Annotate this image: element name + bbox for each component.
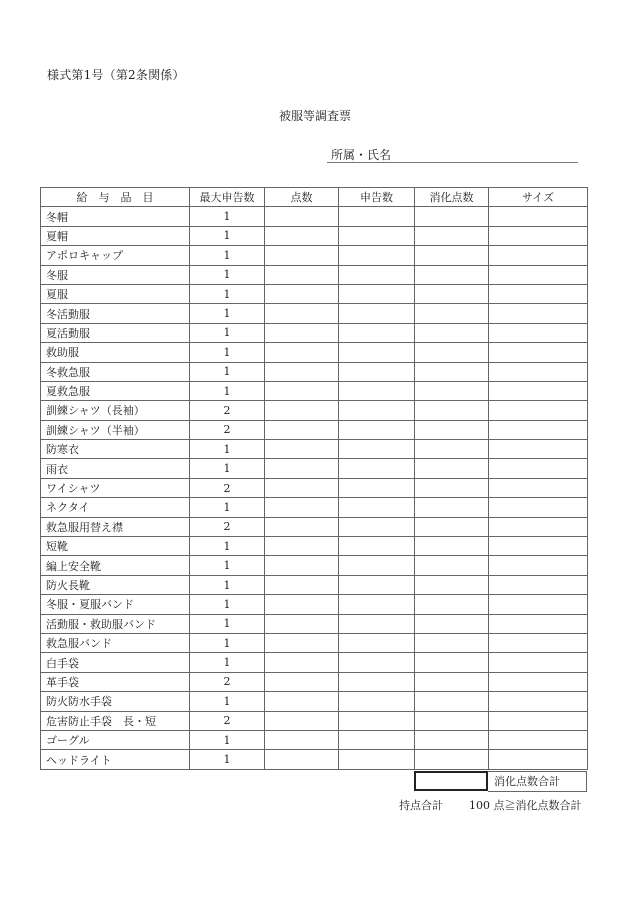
table-row bbox=[41, 362, 588, 381]
declared-count-cell[interactable] bbox=[339, 692, 415, 711]
item-cell: 雨衣 bbox=[41, 459, 190, 478]
declared-count-cell[interactable] bbox=[339, 498, 415, 517]
size-cell[interactable] bbox=[489, 323, 588, 342]
item-cell: 冬活動服 bbox=[41, 304, 190, 323]
max-count-cell: 2 bbox=[190, 478, 265, 497]
item-cell: ネクタイ bbox=[41, 498, 190, 517]
consumed-points-cell[interactable] bbox=[415, 595, 489, 614]
points-cell[interactable] bbox=[265, 207, 339, 226]
consumed-points-cell[interactable] bbox=[415, 343, 489, 362]
consumed-points-cell[interactable] bbox=[415, 420, 489, 439]
max-count-cell: 1 bbox=[190, 730, 265, 749]
table-row bbox=[41, 401, 588, 420]
consumed-points-cell[interactable] bbox=[415, 381, 489, 400]
points-cell[interactable] bbox=[265, 556, 339, 575]
declared-count-cell[interactable] bbox=[339, 575, 415, 594]
consumed-points-cell[interactable] bbox=[415, 672, 489, 691]
size-cell[interactable] bbox=[489, 750, 588, 769]
size-cell[interactable] bbox=[489, 692, 588, 711]
item-cell: ヘッドライト bbox=[41, 750, 190, 769]
table-row bbox=[41, 537, 588, 556]
table-row bbox=[41, 420, 588, 439]
size-cell[interactable] bbox=[489, 614, 588, 633]
max-count-cell: 1 bbox=[190, 304, 265, 323]
table-row bbox=[41, 517, 588, 536]
table-row bbox=[41, 284, 588, 303]
points-cell[interactable] bbox=[265, 459, 339, 478]
consumed-points-total-label: 消化点数合計 bbox=[488, 771, 587, 792]
max-count-cell: 1 bbox=[190, 265, 265, 284]
affiliation-name-label: 所属・氏名 bbox=[331, 148, 392, 162]
table-row bbox=[41, 304, 588, 323]
item-cell: ワイシャツ bbox=[41, 478, 190, 497]
consumed-points-cell[interactable] bbox=[415, 692, 489, 711]
declared-count-cell[interactable] bbox=[339, 653, 415, 672]
size-cell[interactable] bbox=[489, 595, 588, 614]
points-cell[interactable] bbox=[265, 537, 339, 556]
points-cell[interactable] bbox=[265, 381, 339, 400]
declared-count-cell[interactable] bbox=[339, 420, 415, 439]
declared-count-cell[interactable] bbox=[339, 595, 415, 614]
item-cell: 夏服 bbox=[41, 284, 190, 303]
max-count-cell: 1 bbox=[190, 246, 265, 265]
max-count-cell: 1 bbox=[190, 595, 265, 614]
consumed-points-cell[interactable] bbox=[415, 575, 489, 594]
consumed-points-cell[interactable] bbox=[415, 498, 489, 517]
declared-count-cell[interactable] bbox=[339, 556, 415, 575]
points-cell[interactable] bbox=[265, 401, 339, 420]
table-row bbox=[41, 672, 588, 691]
points-cell[interactable] bbox=[265, 498, 339, 517]
item-cell: ゴーグル bbox=[41, 730, 190, 749]
points-cell[interactable] bbox=[265, 633, 339, 652]
consumed-points-cell[interactable] bbox=[415, 362, 489, 381]
declared-count-cell[interactable] bbox=[339, 633, 415, 652]
consumed-points-cell[interactable] bbox=[415, 537, 489, 556]
max-count-cell: 2 bbox=[190, 401, 265, 420]
consumed-points-cell[interactable] bbox=[415, 207, 489, 226]
table-row bbox=[41, 226, 588, 245]
size-cell[interactable] bbox=[489, 653, 588, 672]
size-cell[interactable] bbox=[489, 537, 588, 556]
declared-count-cell[interactable] bbox=[339, 730, 415, 749]
max-count-cell: 1 bbox=[190, 343, 265, 362]
size-cell[interactable] bbox=[489, 265, 588, 284]
max-count-cell: 1 bbox=[190, 556, 265, 575]
consumed-points-cell[interactable] bbox=[415, 440, 489, 459]
item-cell: 冬服・夏服バンド bbox=[41, 595, 190, 614]
size-cell[interactable] bbox=[489, 517, 588, 536]
declared-count-cell[interactable] bbox=[339, 478, 415, 497]
table-row bbox=[41, 381, 588, 400]
points-cell[interactable] bbox=[265, 711, 339, 730]
table-row bbox=[41, 478, 588, 497]
max-count-cell: 2 bbox=[190, 420, 265, 439]
consumed-points-cell[interactable] bbox=[415, 284, 489, 303]
size-cell[interactable] bbox=[489, 633, 588, 652]
table-row bbox=[41, 459, 588, 478]
declared-count-cell[interactable] bbox=[339, 343, 415, 362]
size-cell[interactable] bbox=[489, 226, 588, 245]
item-cell: 活動服・救助服バンド bbox=[41, 614, 190, 633]
points-cell[interactable] bbox=[265, 692, 339, 711]
size-cell[interactable] bbox=[489, 672, 588, 691]
table-row bbox=[41, 692, 588, 711]
table-row bbox=[41, 323, 588, 342]
size-cell[interactable] bbox=[489, 478, 588, 497]
declared-count-cell[interactable] bbox=[339, 304, 415, 323]
consumed-points-cell[interactable] bbox=[415, 614, 489, 633]
consumed-points-cell[interactable] bbox=[415, 459, 489, 478]
points-cell[interactable] bbox=[265, 265, 339, 284]
consumed-points-cell[interactable] bbox=[415, 653, 489, 672]
points-cell[interactable] bbox=[265, 575, 339, 594]
max-count-cell: 1 bbox=[190, 692, 265, 711]
consumed-points-cell[interactable] bbox=[415, 246, 489, 265]
points-rule: 100 点≧消化点数合計 bbox=[469, 799, 582, 812]
declared-count-cell[interactable] bbox=[339, 517, 415, 536]
item-cell: 冬帽 bbox=[41, 207, 190, 226]
item-cell: 夏活動服 bbox=[41, 323, 190, 342]
points-cell[interactable] bbox=[265, 595, 339, 614]
size-cell[interactable] bbox=[489, 207, 588, 226]
table-row bbox=[41, 653, 588, 672]
consumed-points-cell[interactable] bbox=[415, 265, 489, 284]
size-cell[interactable] bbox=[489, 575, 588, 594]
points-cell[interactable] bbox=[265, 517, 339, 536]
table-row bbox=[41, 633, 588, 652]
consumed-points-cell[interactable] bbox=[415, 556, 489, 575]
consumed-points-cell[interactable] bbox=[415, 226, 489, 245]
max-count-cell: 2 bbox=[190, 672, 265, 691]
item-cell: 救急服用替え襟 bbox=[41, 517, 190, 536]
size-cell[interactable] bbox=[489, 730, 588, 749]
item-cell: 夏救急服 bbox=[41, 381, 190, 400]
declared-count-cell[interactable] bbox=[339, 323, 415, 342]
max-count-cell: 1 bbox=[190, 362, 265, 381]
document-title: 被服等調査票 bbox=[278, 109, 351, 123]
declared-count-cell[interactable] bbox=[339, 440, 415, 459]
table-row bbox=[41, 730, 588, 749]
table-row bbox=[41, 750, 588, 769]
points-cell[interactable] bbox=[265, 343, 339, 362]
size-cell[interactable] bbox=[489, 343, 588, 362]
item-cell: 防寒衣 bbox=[41, 440, 190, 459]
header-consumed-points: 消化点数 bbox=[415, 188, 489, 207]
points-cell[interactable] bbox=[265, 323, 339, 342]
header-max-count: 最大申告数 bbox=[190, 188, 265, 207]
declared-count-cell[interactable] bbox=[339, 750, 415, 769]
max-count-cell: 1 bbox=[190, 614, 265, 633]
item-cell: 白手袋 bbox=[41, 653, 190, 672]
declared-count-cell[interactable] bbox=[339, 226, 415, 245]
item-cell: 短靴 bbox=[41, 537, 190, 556]
size-cell[interactable] bbox=[489, 440, 588, 459]
max-count-cell: 1 bbox=[190, 381, 265, 400]
points-cell[interactable] bbox=[265, 284, 339, 303]
item-cell: 訓練シャツ（半袖） bbox=[41, 420, 190, 439]
item-cell: 編上安全靴 bbox=[41, 556, 190, 575]
points-cell[interactable] bbox=[265, 362, 339, 381]
item-cell: 革手袋 bbox=[41, 672, 190, 691]
consumed-points-cell[interactable] bbox=[415, 750, 489, 769]
table-row bbox=[41, 207, 588, 226]
max-count-cell: 2 bbox=[190, 517, 265, 536]
item-cell: 防火防水手袋 bbox=[41, 692, 190, 711]
header-declared-count: 申告数 bbox=[339, 188, 415, 207]
declared-count-cell[interactable] bbox=[339, 246, 415, 265]
clothing-survey-table bbox=[40, 187, 588, 770]
size-cell[interactable] bbox=[489, 459, 588, 478]
max-count-cell: 1 bbox=[190, 323, 265, 342]
item-cell: 救急服バンド bbox=[41, 633, 190, 652]
table-row bbox=[41, 440, 588, 459]
declared-count-cell[interactable] bbox=[339, 284, 415, 303]
declared-count-cell[interactable] bbox=[339, 711, 415, 730]
size-cell[interactable] bbox=[489, 246, 588, 265]
max-count-cell: 1 bbox=[190, 459, 265, 478]
declared-count-cell[interactable] bbox=[339, 381, 415, 400]
size-cell[interactable] bbox=[489, 420, 588, 439]
size-cell[interactable] bbox=[489, 381, 588, 400]
points-cell[interactable] bbox=[265, 440, 339, 459]
item-cell: 防火長靴 bbox=[41, 575, 190, 594]
max-count-cell: 1 bbox=[190, 653, 265, 672]
points-cell[interactable] bbox=[265, 750, 339, 769]
points-cell[interactable] bbox=[265, 672, 339, 691]
consumed-points-cell[interactable] bbox=[415, 478, 489, 497]
table-row bbox=[41, 498, 588, 517]
declared-count-cell[interactable] bbox=[339, 207, 415, 226]
declared-count-cell[interactable] bbox=[339, 459, 415, 478]
header-size: サイズ bbox=[489, 188, 588, 207]
table-row bbox=[41, 711, 588, 730]
points-cell[interactable] bbox=[265, 246, 339, 265]
points-cell[interactable] bbox=[265, 478, 339, 497]
size-cell[interactable] bbox=[489, 284, 588, 303]
form-number: 様式第1号（第2条関係） bbox=[47, 68, 185, 82]
item-cell: 夏帽 bbox=[41, 226, 190, 245]
max-count-cell: 1 bbox=[190, 575, 265, 594]
table-row bbox=[41, 575, 588, 594]
size-cell[interactable] bbox=[489, 362, 588, 381]
table-row bbox=[41, 246, 588, 265]
points-cell[interactable] bbox=[265, 304, 339, 323]
declared-count-cell[interactable] bbox=[339, 672, 415, 691]
declared-count-cell[interactable] bbox=[339, 265, 415, 284]
consumed-points-cell[interactable] bbox=[415, 730, 489, 749]
table-row bbox=[41, 265, 588, 284]
size-cell[interactable] bbox=[489, 401, 588, 420]
item-cell: 冬服 bbox=[41, 265, 190, 284]
max-count-cell: 1 bbox=[190, 498, 265, 517]
table-row bbox=[41, 595, 588, 614]
points-cell[interactable] bbox=[265, 730, 339, 749]
consumed-points-cell[interactable] bbox=[415, 711, 489, 730]
declared-count-cell[interactable] bbox=[339, 401, 415, 420]
max-count-cell: 1 bbox=[190, 440, 265, 459]
size-cell[interactable] bbox=[489, 304, 588, 323]
max-count-cell: 2 bbox=[190, 711, 265, 730]
consumed-points-cell[interactable] bbox=[415, 323, 489, 342]
max-count-cell: 1 bbox=[190, 284, 265, 303]
points-cell[interactable] bbox=[265, 226, 339, 245]
consumed-points-cell[interactable] bbox=[415, 517, 489, 536]
item-cell: 冬救急服 bbox=[41, 362, 190, 381]
affiliation-name-field[interactable] bbox=[327, 148, 578, 163]
size-cell[interactable] bbox=[489, 711, 588, 730]
consumed-points-cell[interactable] bbox=[415, 401, 489, 420]
consumed-points-total-box[interactable] bbox=[414, 771, 488, 791]
consumed-points-cell[interactable] bbox=[415, 633, 489, 652]
consumed-points-cell[interactable] bbox=[415, 304, 489, 323]
header-item: 給 与 品 目 bbox=[41, 188, 190, 207]
item-cell: 訓練シャツ（長袖） bbox=[41, 401, 190, 420]
points-total-label: 持点合計 bbox=[399, 799, 443, 812]
table-row bbox=[41, 343, 588, 362]
item-cell: アポロキャップ bbox=[41, 246, 190, 265]
table-row bbox=[41, 556, 588, 575]
max-count-cell: 1 bbox=[190, 633, 265, 652]
declared-count-cell[interactable] bbox=[339, 362, 415, 381]
table-row bbox=[41, 614, 588, 633]
max-count-cell: 1 bbox=[190, 750, 265, 769]
size-cell[interactable] bbox=[489, 498, 588, 517]
declared-count-cell[interactable] bbox=[339, 614, 415, 633]
size-cell[interactable] bbox=[489, 556, 588, 575]
item-cell: 危害防止手袋 長・短 bbox=[41, 711, 190, 730]
max-count-cell: 1 bbox=[190, 226, 265, 245]
table-header-row bbox=[41, 188, 588, 207]
item-cell: 救助服 bbox=[41, 343, 190, 362]
max-count-cell: 1 bbox=[190, 207, 265, 226]
max-count-cell: 1 bbox=[190, 537, 265, 556]
header-points: 点数 bbox=[265, 188, 339, 207]
points-cell[interactable] bbox=[265, 420, 339, 439]
points-cell[interactable] bbox=[265, 614, 339, 633]
declared-count-cell[interactable] bbox=[339, 537, 415, 556]
points-cell[interactable] bbox=[265, 653, 339, 672]
